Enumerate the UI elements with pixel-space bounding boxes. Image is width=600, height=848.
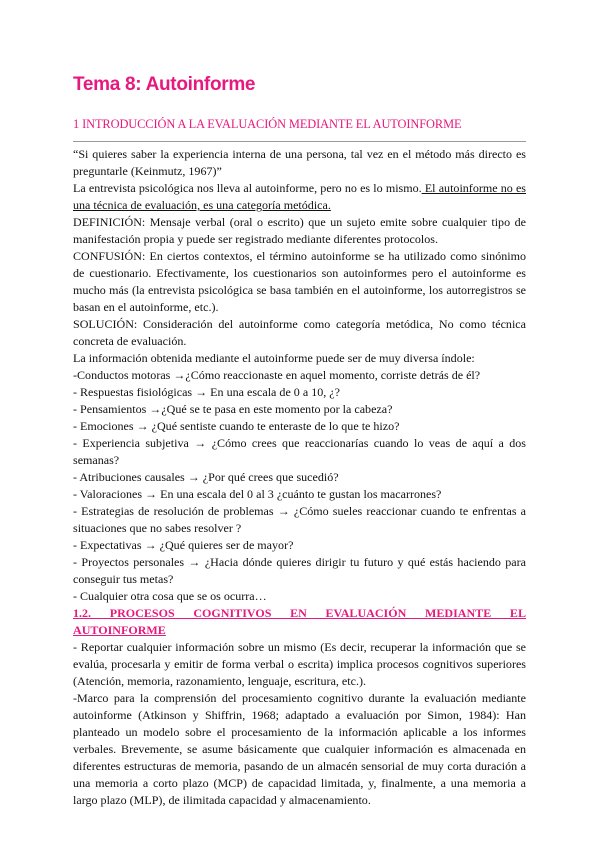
list-item: - Proyectos personales → ¿Hacia dónde quieres dirigir tu futuro y qué estás haciendo para conseguir tus metas?	[73, 555, 526, 586]
list-item: - Emociones → ¿Qué sentiste cuando te enteraste de lo que te hizo?	[73, 419, 400, 433]
list-item: - Estrategias de resolución de problemas → ¿Cómo sueles reaccionar cuando te enfrentas a situaciones que no sabes resolver ?	[73, 504, 526, 535]
list-item: - Pensamientos →¿Qué se te pasa en este momento por la cabeza?	[73, 402, 393, 416]
document-body	[73, 146, 526, 809]
confusion-paragraph: CONFUSIÓN: En ciertos contextos, el término autoinforme se ha utilizado como sinónimo de cuestionario. Efectivamente, los cuestionarios son autoinformes pero el autoinforme es mucho más (la entrevista psicológica se basa también en el autoinforme, los autorregistros se basan en el autoinforme, etc.).	[73, 249, 526, 314]
entrevista-text: La entrevista psicológica nos lleva al autoinforme, pero no es lo mismo.	[73, 181, 422, 195]
list-item: - Respuestas fisiológicas → En una escala de 0 a 10, ¿?	[73, 385, 340, 399]
section-heading-procesos-cognitivos: 1.2. PROCESOS COGNITIVOS EN EVALUACIÓN MEDIANTE EL AUTOINFORME	[73, 606, 526, 637]
info-intro-paragraph: La información obtenida mediante el autoinforme puede ser de muy diversa índole:	[73, 351, 475, 365]
section-heading-introduccion: 1 INTRODUCCIÓN A LA EVALUACIÓN MEDIANTE EL AUTOINFORME	[73, 117, 462, 131]
page-title: Tema 8: Autoinforme	[73, 74, 256, 95]
marco-paragraph: -Marco para la comprensión del procesamiento cognitivo durante la evaluación mediante autoinforme (Atkinson y Shiffrin, 1968; adaptado a evaluación por Simon, 1984): Han planteado un modelo sobre el procesamiento de la información aplicable a los informes verbales. Brevemente, se asume básicamente que cualquier información es almacenada en diferentes estructuras de memoria, pasando de un almacén sensorial de muy corta duración a una memoria a corto plazo (MCP) de capacidad limitada, y, finalmente, a una memoria a largo plazo (MLP), de ilimitada capacidad y almacenamiento.	[73, 691, 526, 807]
reportar-paragraph: - Reportar cualquier información sobre un mismo (Es decir, recuperar la información que se evalúa, procesarla y emitir de forma verbal o escrita) implica procesos cognitivos superiores (Atención, memoria, razonamiento, lenguaje, escritura, etc.).	[73, 640, 526, 688]
heading-divider	[73, 141, 526, 142]
list-item: - Expectativas → ¿Qué quieres ser de mayor?	[73, 538, 294, 552]
definicion-paragraph: DEFINICIÓN: Mensaje verbal (oral o escrito) que un sujeto emite sobre cualquier tipo de manifestación propia y puede ser registrado mediante diferentes protocolos.	[73, 215, 526, 246]
solucion-paragraph: SOLUCIÓN: Consideración del autoinforme como categoría metódica, No como técnica concreta de evaluación.	[73, 317, 526, 348]
list-item: -Conductos motoras →¿Cómo reaccionaste en aquel momento, corriste detrás de él?	[73, 368, 481, 382]
entrevista-underlined-text: El autoinforme no es una técnica de evaluación, es una categoría metódica.	[73, 181, 526, 212]
entrevista-paragraph	[73, 180, 526, 214]
list-item: - Valoraciones → En una escala del 0 al 3 ¿cuánto te gustan los macarrones?	[73, 487, 442, 501]
list-item: - Experiencia subjetiva → ¿Cómo crees que reaccionarías cuando lo veas de aquí a dos semanas?	[73, 436, 526, 467]
quote-paragraph: “Si quieres saber la experiencia interna de una persona, tal vez en el método más directo es preguntarle (Keinmutz, 1967)”	[73, 147, 526, 178]
list-item: - Cualquier otra cosa que se os ocurra…	[73, 589, 267, 603]
list-item: - Atribuciones causales → ¿Por qué crees que sucedió?	[73, 470, 339, 484]
